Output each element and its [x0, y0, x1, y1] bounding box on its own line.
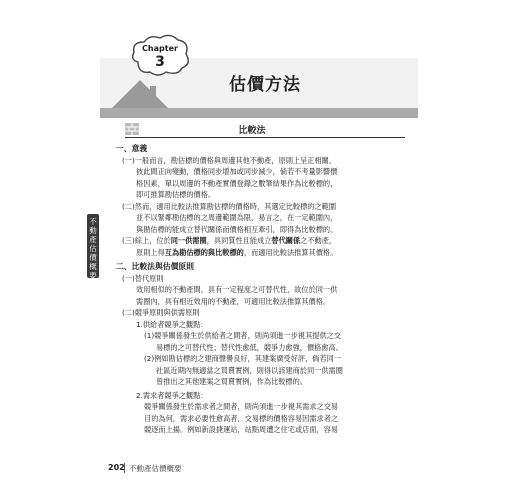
para-3-line [122, 235, 410, 247]
item-line: (1)競爭關係發生於供給者之間者，則尚須進一步視其提供之交 [144, 331, 342, 340]
para-1-line: 格因素，單以周邊的不動產實價登錄之數筆結果作為比較標的， [136, 178, 338, 188]
chapter-label: Chapter [142, 44, 178, 53]
footer-divider [124, 463, 125, 473]
side-chapter-tab: 不動產估價概要 [87, 214, 99, 278]
bold-term: 替代關係 [271, 236, 301, 245]
item-line: (2)例如勘估標的之建商聲譽良好，其建案廣受好評，倘若同一 [144, 354, 342, 363]
bold-term: 同一供需圈 [170, 236, 207, 245]
text-run: 原則上得 [136, 247, 165, 257]
para-2-line: 與勘估標的能成立替代關係而價格相互牽引，即得為比較標的。 [136, 224, 338, 234]
item-line: 目的為何，需求必要性愈高者，交易標的價格容易因需求者之 [144, 413, 339, 423]
text-run: ，具同質性且能成立 [206, 236, 272, 245]
item-line: 易標的之可替代性；替代性愈低，競爭力愈強，價格愈高。 [156, 342, 343, 352]
item-heading: 1.供給者競爭之觀點： [136, 319, 208, 329]
house-roof-icon [110, 76, 170, 108]
sub-para-line: 效用相似的不動產間，具有一定程度之可替代性，故位於同一供 [136, 285, 338, 294]
text-run: ，而適用比較法推算其價格。 [243, 247, 338, 257]
text-run: (三)綜上，位於 [122, 236, 171, 245]
item-line: 曾推出之其他建案之買賣實例，作為比較標的。 [156, 377, 307, 386]
text-run: 之不動產， [300, 236, 337, 245]
body-text [110, 143, 410, 436]
heading-2: 二、比較法與估價原則 [116, 262, 194, 271]
footer-title: 不動產估價概要 [129, 464, 182, 473]
para-2-line: (二)然而，適用比較法推算勘估標的價格時，其選定比較標的之範圍 [122, 201, 337, 211]
para-2-line: 並不以緊鄰勘估標的之周邊範圍為限，易言之，在一定範圍內， [136, 213, 338, 222]
para-1-line: (一)一般而言，勘估標的價格與周邊其他不動產，原則上呈正相關， [122, 155, 337, 165]
subheading: (一)替代原則 [122, 273, 164, 283]
brick-icon [125, 123, 139, 135]
subheading: (二)競爭原則與供需原則 [122, 308, 200, 317]
sub-para-line: 需圈內，具有相近效用的不動產，可適用比較法推算其價格。 [136, 296, 331, 306]
item-line: 社區近期內無適當之買賣實例，則得以該建商於同一供需圈 [156, 365, 343, 375]
item-heading: 2.需求者競爭之觀點： [136, 390, 208, 400]
para-1-line: 即可推算勘估標的價格。 [136, 190, 216, 199]
item-line: 競逐而上揚。例如新設捷運站，站點周遭之住宅或店面，容易 [144, 425, 339, 434]
bold-term: 互為勘估標的與比較標的 [164, 247, 244, 257]
item-line: 競爭關係發生於需求者之間者，則尚須進一步視其需求之交易 [144, 402, 339, 411]
page-number: 202 [108, 463, 125, 472]
section-divider [125, 137, 405, 138]
heading-1: 一、意義 [116, 144, 148, 153]
section-title: 比較法 [238, 126, 266, 136]
chapter-title: 估價方法 [229, 75, 301, 95]
header-band-dark [100, 108, 418, 118]
chapter-number: 3 [155, 54, 165, 70]
para-3-line [136, 247, 410, 259]
para-1-line: 彼此間正向變動，價格同步增加或同步減少，倘若不考量影響價 [136, 167, 338, 176]
